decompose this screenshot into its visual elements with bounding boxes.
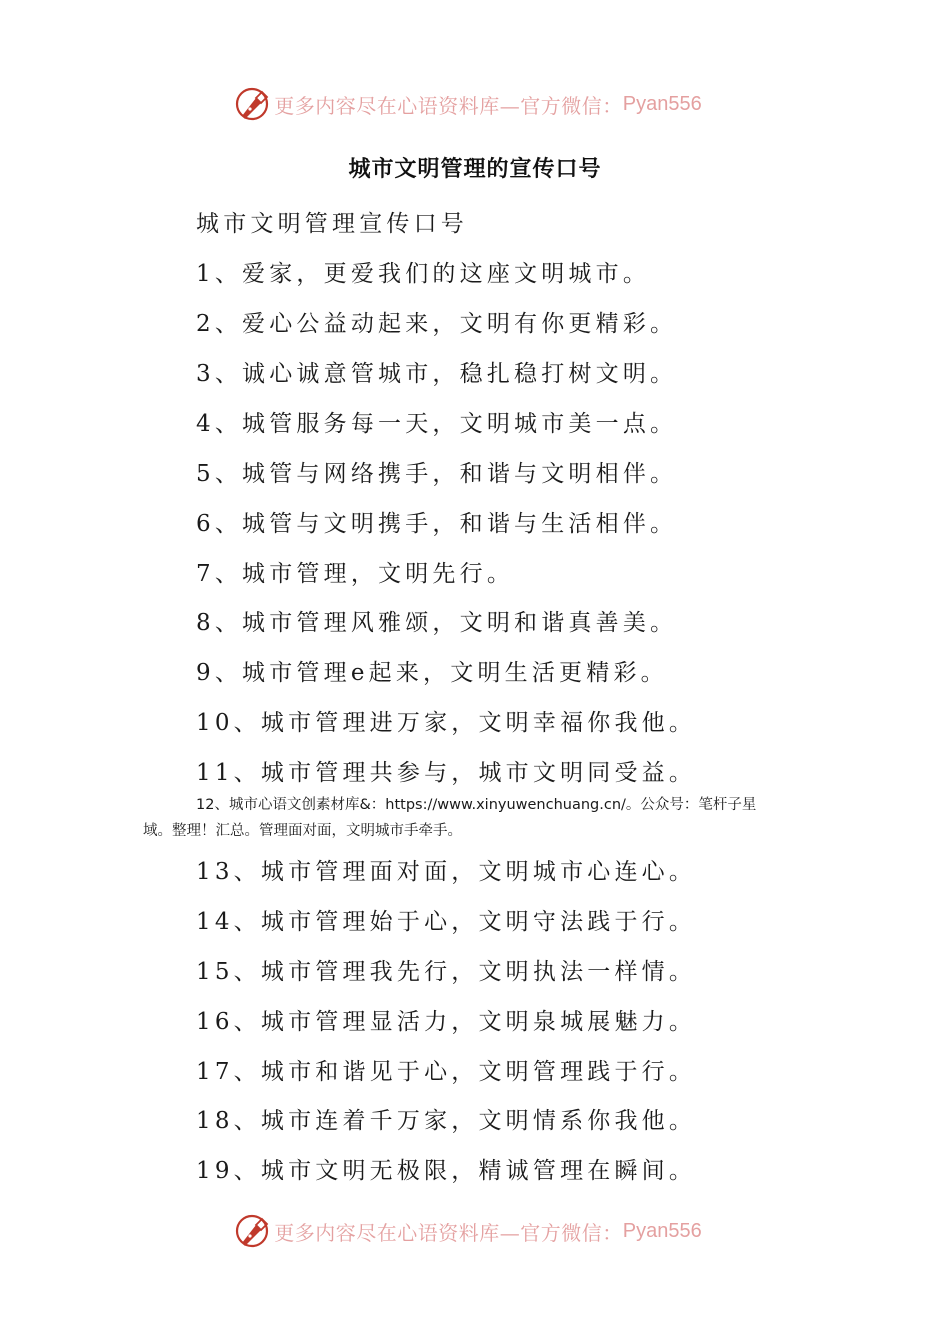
header-banner-content [232,84,701,124]
pen-nib-logo-icon [232,1211,272,1251]
slogan-line: 15、城市管理我先行，文明执法一样情。 [196,959,697,985]
pen-nib-logo-icon [232,84,272,124]
footer-wechat-id: Pyan556 [622,1219,702,1242]
slogan-line: 16、城市管理显活力，文明泉城展魅力。 [196,1009,697,1035]
footer-banner-content [232,1211,701,1251]
slogan-line: 18、城市连着千万家，文明情系你我他。 [196,1108,697,1134]
slogan-line: 2、爱心公益动起来，文明有你更精彩。 [196,311,678,337]
header-banner-text: 更多内容尽在心语资料库—官方微信： [274,93,623,118]
inserted-paragraph-line-2: 域。整理！汇总。管理面对面，文明城市手牵手。 [143,823,462,839]
slogan-line: 4、城管服务每一天，文明城市美一点。 [196,411,678,437]
slogan-line: 5、城管与网络携手，和谐与文明相伴。 [196,461,678,487]
footer-banner-text: 更多内容尽在心语资料库—官方微信： [274,1220,623,1245]
slogan-line: 14、城市管理始于心，文明守法践于行。 [196,909,697,935]
slogan-line: 1、爱家，更爱我们的这座文明城市。 [196,261,651,287]
page-title: 城市文明管理的宣传口号 [348,156,602,182]
inserted-paragraph-line-1: 12、城市心语文创素材库&：https://www.xinyuwenchuang.cn/。公众号：笔杆子星 [196,797,757,813]
slogan-line: 8、城市管理风雅颂，文明和谐真善美。 [196,610,678,636]
slogan-line: 10、城市管理进万家，文明幸福你我他。 [196,710,697,736]
footer-banner [0,1209,950,1253]
slogan-line: 17、城市和谐见于心，文明管理践于行。 [196,1059,697,1085]
document-subtitle: 城市文明管理宣传口号 [196,211,468,237]
slogan-line: 7、城市管理，文明先行。 [196,561,515,587]
slogan-line: 11、城市管理共参与，城市文明同受益。 [196,760,697,786]
slogan-line: 19、城市文明无极限，精诚管理在瞬间。 [196,1158,697,1184]
slogan-line: 6、城管与文明携手，和谐与生活相伴。 [196,511,678,537]
inserted-paragraph [143,792,823,844]
slogan-line: 9、城市管理e起来，文明生活更精彩。 [196,660,668,686]
header-wechat-id: Pyan556 [622,92,702,115]
header-banner [0,82,950,126]
slogan-line: 13、城市管理面对面，文明城市心连心。 [196,859,697,885]
slogan-line: 3、诚心诚意管城市，稳扎稳打树文明。 [196,361,678,387]
